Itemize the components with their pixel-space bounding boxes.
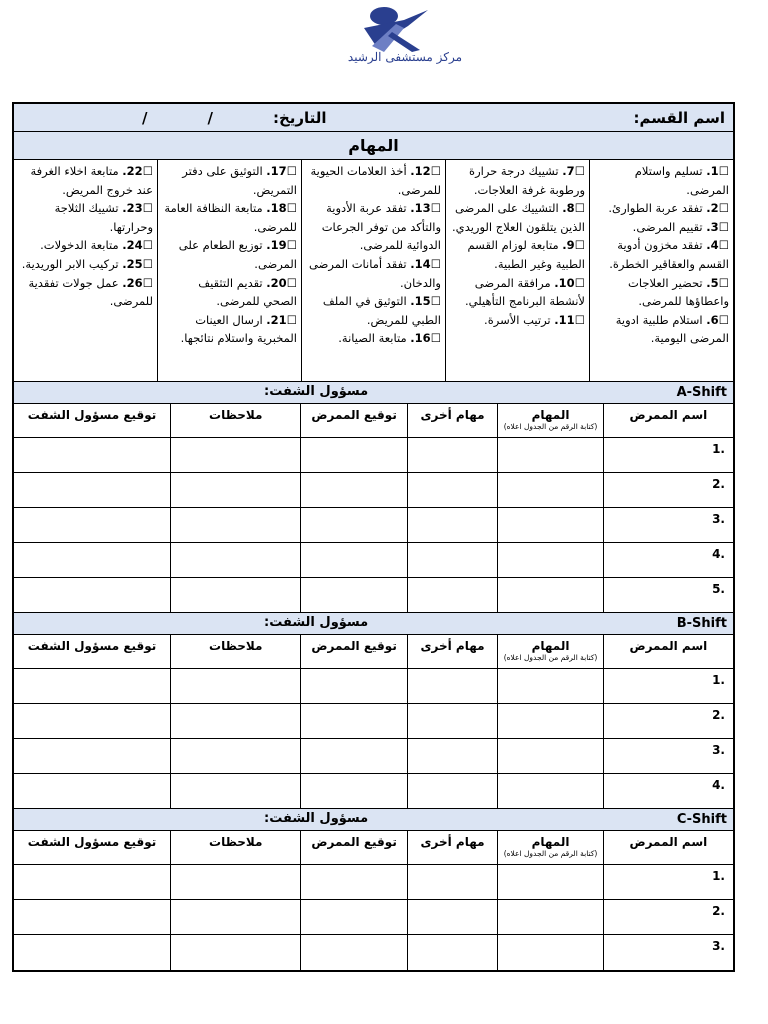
date-separator-2: / xyxy=(142,108,148,127)
date-label: التاريخ: xyxy=(272,108,327,127)
form-header-row xyxy=(14,104,733,132)
task-text: متابعة اخلاء الغرفة عند خروج المريض. xyxy=(30,164,153,197)
input-cell[interactable] xyxy=(407,438,498,472)
column-header-note: (كتابة الرقم من الجدول اعلاه) xyxy=(503,653,598,662)
col-shift-signature xyxy=(14,404,170,437)
input-cell[interactable] xyxy=(497,543,602,577)
task-number: 15. xyxy=(410,294,431,309)
task-text: تفقد مخزون أدوية القسم والعقاقير الخطرة. xyxy=(609,238,729,271)
tasks-title: المهام xyxy=(348,136,399,155)
input-cell[interactable] xyxy=(497,578,602,612)
department-label: اسم القسم: xyxy=(633,108,725,127)
checkbox-icon[interactable]: ☐ xyxy=(286,238,297,253)
checkbox-icon[interactable]: ☐ xyxy=(718,238,729,253)
task-item xyxy=(162,311,297,348)
checkbox-icon[interactable]: ☐ xyxy=(574,201,585,216)
checkbox-icon[interactable]: ☐ xyxy=(286,164,297,178)
input-cell[interactable] xyxy=(14,473,170,507)
task-column xyxy=(445,160,589,381)
column-header-label: ملاحظات xyxy=(209,408,263,422)
table-row xyxy=(14,578,733,613)
checkbox-icon[interactable]: ☐ xyxy=(430,164,441,178)
column-header-label: مهام أخرى xyxy=(420,639,485,653)
input-cell[interactable] xyxy=(497,774,602,808)
column-header-label: توقيع مسؤول الشفت xyxy=(27,835,157,849)
input-cell[interactable] xyxy=(14,438,170,472)
column-header-note: (كتابة الرقم من الجدول اعلاه) xyxy=(503,849,598,858)
checkbox-icon[interactable]: ☐ xyxy=(718,201,729,216)
task-item xyxy=(594,311,729,348)
checkbox-icon[interactable]: ☐ xyxy=(718,275,729,290)
task-item xyxy=(594,199,729,218)
task-item xyxy=(18,236,153,255)
input-cell[interactable] xyxy=(407,669,498,703)
input-cell[interactable] xyxy=(497,473,602,507)
task-text: متابعة الصيانة. xyxy=(338,331,411,346)
checkbox-icon[interactable]: ☐ xyxy=(286,201,297,216)
table-row xyxy=(14,438,733,473)
column-header-label: اسم الممرض xyxy=(629,408,708,422)
input-cell[interactable] xyxy=(14,739,170,773)
input-cell[interactable] xyxy=(407,578,498,612)
column-header-note: (كتابة الرقم من الجدول اعلاه) xyxy=(503,422,598,431)
checkbox-icon[interactable]: ☐ xyxy=(142,201,153,216)
task-item xyxy=(450,274,585,311)
column-header-label: المهام xyxy=(531,835,570,849)
task-number: 16. xyxy=(410,331,431,346)
task-text: تقييم المرضى. xyxy=(632,219,707,234)
row-number: 1. xyxy=(603,669,733,703)
nursing-shift-form xyxy=(12,102,735,972)
task-number: 1. xyxy=(706,164,719,178)
shift-header-row xyxy=(14,809,733,831)
task-text: عمل جولات تفقدية للمرضى. xyxy=(28,275,153,309)
input-cell[interactable] xyxy=(407,774,498,808)
task-number: 6. xyxy=(706,312,719,327)
input-cell[interactable] xyxy=(497,704,602,738)
column-header-label: ملاحظات xyxy=(209,639,263,653)
task-number: 2. xyxy=(706,201,719,216)
task-item xyxy=(306,292,441,329)
task-text: مرافقة المرضى لأنشطة البرنامج التأهيلي. xyxy=(465,275,585,309)
task-item xyxy=(450,311,585,330)
column-header-label: اسم الممرض xyxy=(629,639,708,653)
task-text: توزيع الطعام على المرضى. xyxy=(178,238,297,271)
checkbox-icon[interactable]: ☐ xyxy=(430,294,441,309)
column-header-row xyxy=(14,831,733,865)
input-cell[interactable] xyxy=(14,774,170,808)
task-number: 11. xyxy=(554,312,575,327)
task-text: ارسال العينات المخبرية واستلام نتائجها. xyxy=(180,312,297,346)
checkbox-icon[interactable]: ☐ xyxy=(718,312,729,327)
table-row xyxy=(14,473,733,508)
col-notes xyxy=(170,404,300,437)
task-text: تشييك الثلاجة وحرارتها. xyxy=(54,201,153,234)
logo-text: مركز مستشفى الرشيد xyxy=(347,50,463,64)
input-cell[interactable] xyxy=(14,578,170,612)
input-cell[interactable] xyxy=(170,508,300,542)
column-header-label: المهام xyxy=(531,408,570,422)
task-item xyxy=(450,162,585,199)
input-cell[interactable] xyxy=(497,508,602,542)
task-column xyxy=(14,160,157,381)
task-number: 7. xyxy=(562,164,575,178)
input-cell[interactable] xyxy=(407,900,498,934)
col-other-tasks xyxy=(407,404,498,437)
task-text: التشييك على المرضى الذين يتلقون العلاج الوريدي. xyxy=(452,201,585,234)
input-cell[interactable] xyxy=(14,543,170,577)
table-row xyxy=(14,704,733,739)
task-text: تشييك درجة حرارة ورطوبة غرفة العلاجات. xyxy=(469,164,585,197)
task-item xyxy=(450,199,585,236)
input-cell[interactable] xyxy=(170,900,300,934)
row-number: 5. xyxy=(603,578,733,612)
col-tasks xyxy=(497,635,602,668)
logo-emblem-icon xyxy=(300,6,500,54)
input-cell[interactable] xyxy=(497,438,602,472)
row-number: 1. xyxy=(603,438,733,472)
task-number: 5. xyxy=(706,275,719,290)
task-item xyxy=(18,162,153,199)
hospital-logo xyxy=(300,6,500,76)
input-cell[interactable] xyxy=(300,669,406,703)
input-cell[interactable] xyxy=(300,935,406,970)
input-cell[interactable] xyxy=(170,704,300,738)
checkbox-icon[interactable]: ☐ xyxy=(718,219,729,234)
input-cell[interactable] xyxy=(170,578,300,612)
checkbox-icon[interactable]: ☐ xyxy=(286,275,297,290)
shift-name: A-Shift xyxy=(676,385,727,400)
task-text: متابعة الدخولات. xyxy=(40,238,123,253)
task-column xyxy=(301,160,445,381)
col-other-tasks xyxy=(407,831,498,864)
col-shift-signature xyxy=(14,635,170,668)
task-item xyxy=(306,162,441,199)
input-cell[interactable] xyxy=(300,865,406,899)
task-number: 4. xyxy=(706,238,719,253)
col-shift-signature xyxy=(14,831,170,864)
column-header-label: اسم الممرض xyxy=(629,835,708,849)
date-separator-1: / xyxy=(207,108,213,127)
input-cell[interactable] xyxy=(300,774,406,808)
shift-header-row xyxy=(14,613,733,635)
task-number: 19. xyxy=(266,238,287,253)
input-cell[interactable] xyxy=(300,739,406,773)
col-other-tasks xyxy=(407,635,498,668)
input-cell[interactable] xyxy=(497,900,602,934)
task-number: 13. xyxy=(410,201,431,216)
table-row xyxy=(14,865,733,900)
input-cell[interactable] xyxy=(14,865,170,899)
row-number: 2. xyxy=(603,704,733,738)
task-item xyxy=(306,199,441,255)
checkbox-icon[interactable]: ☐ xyxy=(142,164,153,178)
checkbox-icon[interactable]: ☐ xyxy=(574,238,585,253)
input-cell[interactable] xyxy=(170,473,300,507)
input-cell[interactable] xyxy=(300,704,406,738)
row-number: 2. xyxy=(603,473,733,507)
col-nurse-signature xyxy=(300,831,406,864)
input-cell[interactable] xyxy=(170,669,300,703)
task-text: تفقد عربة الأدوية والتأكد من توفر الجرعات الدوائية للمرضى. xyxy=(321,201,441,253)
tasks-title-row xyxy=(14,132,733,160)
column-header-label: توقيع الممرض xyxy=(311,408,397,422)
input-cell[interactable] xyxy=(170,438,300,472)
task-number: 20. xyxy=(266,275,287,290)
task-column xyxy=(589,160,733,381)
col-tasks xyxy=(497,404,602,437)
column-header-label: توقيع مسؤول الشفت xyxy=(27,408,157,422)
task-number: 12. xyxy=(410,164,431,178)
task-number: 18. xyxy=(266,201,287,216)
input-cell[interactable] xyxy=(14,508,170,542)
col-nurse-signature xyxy=(300,404,406,437)
table-row xyxy=(14,739,733,774)
task-item xyxy=(18,274,153,311)
input-cell[interactable] xyxy=(14,704,170,738)
column-header-label: مهام أخرى xyxy=(420,408,485,422)
task-text: تسليم واستلام المرضى. xyxy=(634,164,729,197)
task-item xyxy=(306,255,441,292)
input-cell[interactable] xyxy=(170,935,300,970)
input-cell[interactable] xyxy=(407,865,498,899)
task-number: 14. xyxy=(410,256,431,271)
task-item xyxy=(450,236,585,273)
checkbox-icon[interactable]: ☐ xyxy=(430,331,441,346)
input-cell[interactable] xyxy=(497,935,602,970)
shift-responsible-label: مسؤول الشفت: xyxy=(264,615,369,630)
row-number: 4. xyxy=(603,543,733,577)
checkbox-icon[interactable]: ☐ xyxy=(430,201,441,216)
task-item xyxy=(594,274,729,311)
column-header-label: توقيع الممرض xyxy=(311,639,397,653)
col-nurse-name xyxy=(603,831,733,864)
task-text: التوثيق في الملف الطبي للمريض. xyxy=(322,294,441,327)
input-cell[interactable] xyxy=(407,935,498,970)
task-item xyxy=(162,162,297,199)
col-tasks xyxy=(497,831,602,864)
checkbox-icon[interactable]: ☐ xyxy=(142,256,153,271)
task-item xyxy=(594,236,729,273)
input-cell[interactable] xyxy=(14,669,170,703)
column-header-label: ملاحظات xyxy=(209,835,263,849)
task-number: 17. xyxy=(266,164,287,178)
checkbox-icon[interactable]: ☐ xyxy=(718,164,729,178)
task-number: 24. xyxy=(122,238,143,253)
table-row xyxy=(14,543,733,578)
input-cell[interactable] xyxy=(497,669,602,703)
shift-name: B-Shift xyxy=(676,616,727,631)
row-number: 4. xyxy=(603,774,733,808)
task-number: 10. xyxy=(554,275,575,290)
task-number: 26. xyxy=(122,275,143,290)
task-item xyxy=(18,255,153,274)
checkbox-icon[interactable]: ☐ xyxy=(286,312,297,327)
task-text: تفقد أمانات المرضى والدخان. xyxy=(309,256,441,290)
task-item xyxy=(18,199,153,236)
table-row xyxy=(14,669,733,704)
input-cell[interactable] xyxy=(407,739,498,773)
task-number: 25. xyxy=(122,256,143,271)
task-number: 3. xyxy=(706,219,719,234)
task-item xyxy=(306,329,441,348)
shift-header-row xyxy=(14,382,733,404)
column-header-row xyxy=(14,404,733,438)
column-header-label: المهام xyxy=(531,639,570,653)
checkbox-icon[interactable]: ☐ xyxy=(430,256,441,271)
row-number: 1. xyxy=(603,865,733,899)
row-number: 2. xyxy=(603,900,733,934)
input-cell[interactable] xyxy=(300,578,406,612)
table-row xyxy=(14,508,733,543)
input-cell[interactable] xyxy=(300,508,406,542)
shift-responsible-label: مسؤول الشفت: xyxy=(264,811,369,826)
task-text: التوثيق على دفتر التمريض. xyxy=(182,164,297,197)
checkbox-icon[interactable]: ☐ xyxy=(574,164,585,178)
table-row xyxy=(14,900,733,935)
checkbox-icon[interactable]: ☐ xyxy=(574,312,585,327)
task-text: ترتيب الأسرة. xyxy=(484,312,555,327)
task-text: تركيب الابر الوريدية. xyxy=(21,256,123,271)
task-text: تفقد عربة الطوارئ. xyxy=(608,201,707,216)
task-text: استلام طلبية ادوية المرضى اليومية. xyxy=(615,312,729,346)
task-item xyxy=(162,236,297,273)
checkbox-icon[interactable]: ☐ xyxy=(574,275,585,290)
task-number: 9. xyxy=(562,238,575,253)
input-cell[interactable] xyxy=(407,704,498,738)
row-number: 3. xyxy=(603,508,733,542)
input-cell[interactable] xyxy=(170,543,300,577)
input-cell[interactable] xyxy=(497,865,602,899)
input-cell[interactable] xyxy=(14,900,170,934)
task-text: أخذ العلامات الحيوية للمرضى. xyxy=(310,164,441,197)
task-text: متابعة النظافة العامة للمرضى. xyxy=(164,201,297,234)
row-number: 3. xyxy=(603,739,733,773)
input-cell[interactable] xyxy=(407,543,498,577)
column-header-label: توقيع مسؤول الشفت xyxy=(27,639,157,653)
task-text: تقديم التثقيف الصحي للمرضى. xyxy=(198,275,297,309)
task-number: 21. xyxy=(266,312,287,327)
task-number: 23. xyxy=(122,201,143,216)
col-notes xyxy=(170,831,300,864)
col-nurse-name xyxy=(603,404,733,437)
shift-responsible-label: مسؤول الشفت: xyxy=(264,384,369,399)
task-item xyxy=(594,218,729,237)
task-text: تحضير العلاجات واعطاؤها للمرضى. xyxy=(628,275,729,309)
input-cell[interactable] xyxy=(170,739,300,773)
table-row xyxy=(14,935,733,970)
input-cell[interactable] xyxy=(170,865,300,899)
task-item xyxy=(162,199,297,236)
row-number: 3. xyxy=(603,935,733,970)
table-row xyxy=(14,774,733,809)
col-nurse-name xyxy=(603,635,733,668)
column-header-row xyxy=(14,635,733,669)
column-header-label: توقيع الممرض xyxy=(311,835,397,849)
input-cell[interactable] xyxy=(300,438,406,472)
checkbox-icon[interactable]: ☐ xyxy=(142,238,153,253)
task-text: متابعة لوزام القسم الطبية وغير الطبية. xyxy=(467,238,585,271)
col-nurse-signature xyxy=(300,635,406,668)
task-item xyxy=(594,162,729,199)
col-notes xyxy=(170,635,300,668)
column-header-label: مهام أخرى xyxy=(420,835,485,849)
input-cell[interactable] xyxy=(407,473,498,507)
input-cell[interactable] xyxy=(497,739,602,773)
input-cell[interactable] xyxy=(300,900,406,934)
task-item xyxy=(162,274,297,311)
input-cell[interactable] xyxy=(407,508,498,542)
input-cell[interactable] xyxy=(170,774,300,808)
shift-name: C-Shift xyxy=(676,812,727,827)
task-column xyxy=(157,160,301,381)
input-cell[interactable] xyxy=(300,543,406,577)
checkbox-icon[interactable]: ☐ xyxy=(142,275,153,290)
input-cell[interactable] xyxy=(300,473,406,507)
input-cell[interactable] xyxy=(14,935,170,970)
tasks-list xyxy=(14,160,733,382)
task-number: 8. xyxy=(562,201,575,216)
shifts-container xyxy=(14,382,733,970)
task-number: 22. xyxy=(122,164,143,178)
